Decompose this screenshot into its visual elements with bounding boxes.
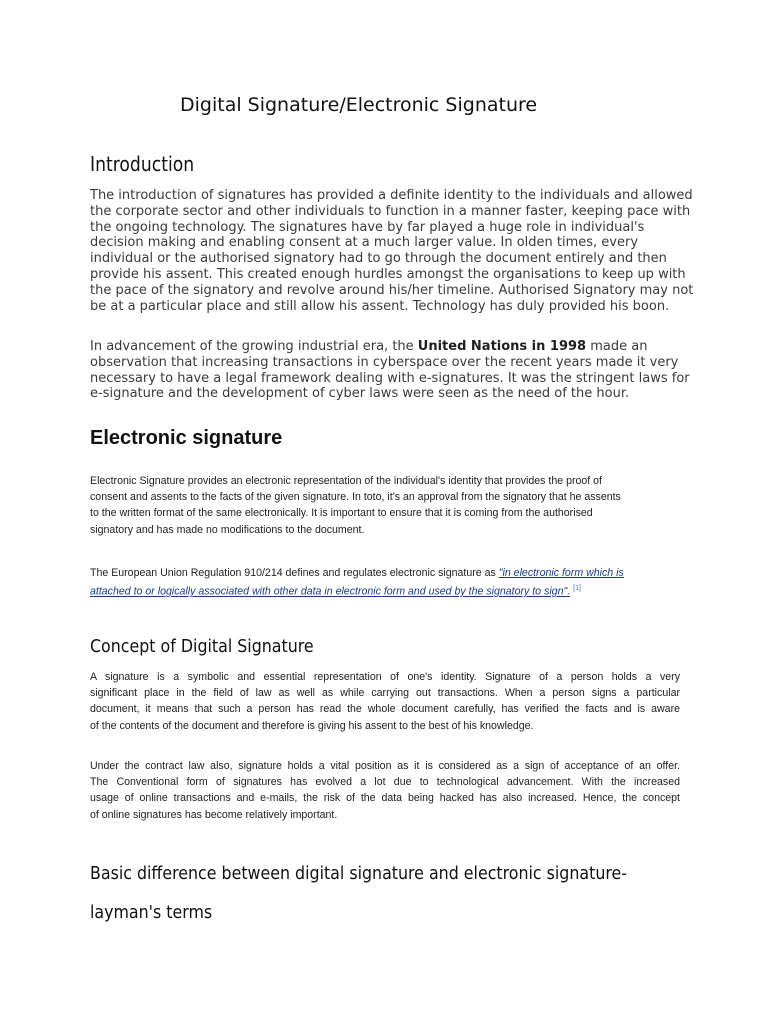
united-nations-emphasis: United Nations in 1998 [417, 339, 587, 354]
paragraph-line [90, 581, 680, 600]
paragraph-line: the corporate sector and other individuals to function in a manner faster, keeping pace with [90, 203, 691, 219]
paragraph-line: individual or the authorised signatory had to go through the document entirely and then [90, 251, 667, 267]
concept-paragraph-2 [90, 758, 680, 823]
eu-quote-link[interactable]: attached to or logically associated with other data in electronic form and used by the signatory to sign". [90, 585, 571, 598]
paragraph-line: decision making and enabling consent at a much larger value. In olden times, every [90, 235, 639, 251]
paragraph-line: observation that increasing transactions in cyberspace over the recent years made it very [90, 354, 679, 370]
basic-difference-heading-continued: layman's terms [90, 902, 213, 923]
paragraph-line: Electronic Signature provides an electronic representation of the individual's identity that provides the proof of [90, 475, 602, 487]
paragraph-line: The introduction of signatures has provided a definite identity to the individuals and allowed [90, 188, 693, 203]
electronic-signature-heading: Electronic signature [90, 427, 283, 449]
paragraph-line: be at a particular place and still allow his assent. Technology has duly provided his boon. [90, 298, 670, 314]
concept-heading: Concept of Digital Signature [90, 636, 314, 657]
paragraph-line: e-signature and the development of cyber laws were seen as the need of the hour. [90, 386, 630, 402]
paragraph-line: The Conventional form of signatures has evolved a lot due to technological advancement. With the increased [90, 776, 680, 789]
paragraph-line: the ongoing technology. The signatures have by far played a huge role in individual's [90, 219, 645, 235]
paragraph-line: significant place in the field of law as well as while carrying out transactions. When a person signs a particular [90, 687, 680, 700]
concept-paragraph-1 [90, 669, 680, 734]
paragraph-line: necessary to have a legal framework dealing with e-signatures. It was the stringent laws for [90, 370, 690, 386]
paragraph-line: of the contents of the document and therefore is giving his assent to the best of his knowledge. [90, 719, 534, 732]
eu-quote-link[interactable]: "in electronic form which is [498, 567, 624, 579]
footnote-reference-link[interactable]: [1] [573, 585, 581, 593]
document-title: Digital Signature/Electronic Signature [180, 94, 538, 116]
introduction-paragraph [90, 188, 694, 314]
paragraph-line: Under the contract law also, signature holds a vital position as it is considered as a sign of acceptance of an offer. [90, 760, 680, 772]
paragraph-line: A signature is a symbolic and essential representation of one's identity. Signature of a person holds a very [90, 671, 680, 683]
introduction-heading: Introduction [90, 152, 195, 176]
paragraph-line: signatory and has made no modifications to the document. [90, 523, 365, 536]
paragraph-line [90, 339, 690, 355]
advancement-text-before: In advancement of the growing industrial era, the [90, 339, 418, 354]
eu-regulation-text: The European Union Regulation 910/214 defines and regulates electronic signature as [90, 567, 499, 579]
paragraph-line: document, it means that such a person has read the whole document carefully, has verified the facts and is aware [90, 703, 680, 716]
paragraph-line: the pace of the signatory and revolve around his/her timeline. Authorised Signatory may not [90, 282, 694, 298]
paragraph-line [90, 565, 680, 581]
basic-difference-heading: Basic difference between digital signature and electronic signature- [90, 863, 627, 884]
paragraph-line: consent and assents to the facts of the given signature. In toto, it's an approval from the signatory that he assents [90, 491, 621, 504]
paragraph-line: provide his assent. This created enough hurdles amongst the organisations to keep up with [90, 266, 686, 282]
eu-regulation-paragraph [90, 565, 680, 600]
electronic-signature-paragraph [90, 473, 680, 538]
paragraph-line: of online signatures has become relatively important. [90, 808, 338, 821]
advancement-text-after: made an [586, 339, 648, 354]
paragraph-line: to the written format of the same electronically. It is important to ensure that it is coming from the authorised [90, 507, 593, 520]
advancement-paragraph [90, 339, 690, 402]
paragraph-line: usage of online transactions and e-mails, the risk of the data being hacked has also increased. Hence, the concept [90, 792, 680, 805]
